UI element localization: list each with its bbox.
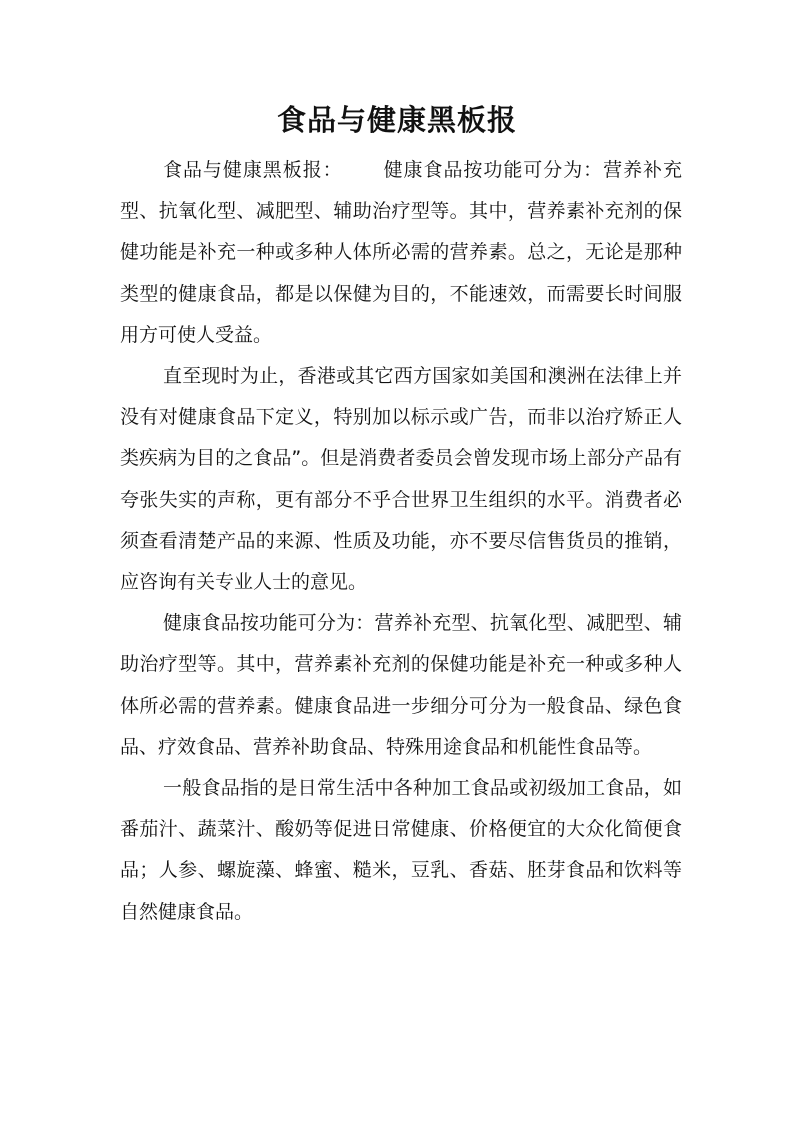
document-body [120,150,682,933]
paragraph-2: 直至现时为止，香港或其它西方国家如美国和澳洲在法律上并没有对健康食品下定义，特别加以标示或广告，而非以治疗矫正人类疾病为目的之食品”。但是消费者委员会曾发现市场上部分产品有夸张失实的声称，更有部分不乎合世界卫生组织的水平。消费者必须查看清楚产品的来源、性质及功能，亦不要尽信售货员的推销，应咨询有关专业人士的意见。 [120,365,682,594]
paragraph-1 [120,150,682,356]
paragraph-4: 一般食品指的是日常生活中各种加工食品或初级加工食品，如番茄汁、蔬菜汁、酸奶等促进日常健康、价格便宜的大众化简便食品；人参、螺旋藻、蜂蜜、糙米，豆乳、香菇、胚芽食品和饮料等自然健康食品。 [120,777,682,923]
paragraph-3: 健康食品按功能可分为：营养补充型、抗氧化型、减肥型、辅助治疗型等。其中，营养素补充剂的保健功能是补充一种或多种人体所必需的营养素。健康食品进一步细分可分为一般食品、绿色食品、疗效食品、营养补助食品、特殊用途食品和机能性食品等。 [120,612,682,758]
document-title: 食品与健康黑板报 [276,103,517,137]
paragraph-lead: 食品与健康黑板报： [163,159,343,181]
paragraph-text: 健康食品按功能可分为：营养补充型、抗氧化型、减肥型、辅助治疗型等。其中，营养素补充剂的保健功能是补充一种或多种人体所必需的营养素。总之，无论是那种类型的健康食品，都是以保健为目的，不能速效，而需要长时间服用方可使人受益。 [120,159,682,346]
